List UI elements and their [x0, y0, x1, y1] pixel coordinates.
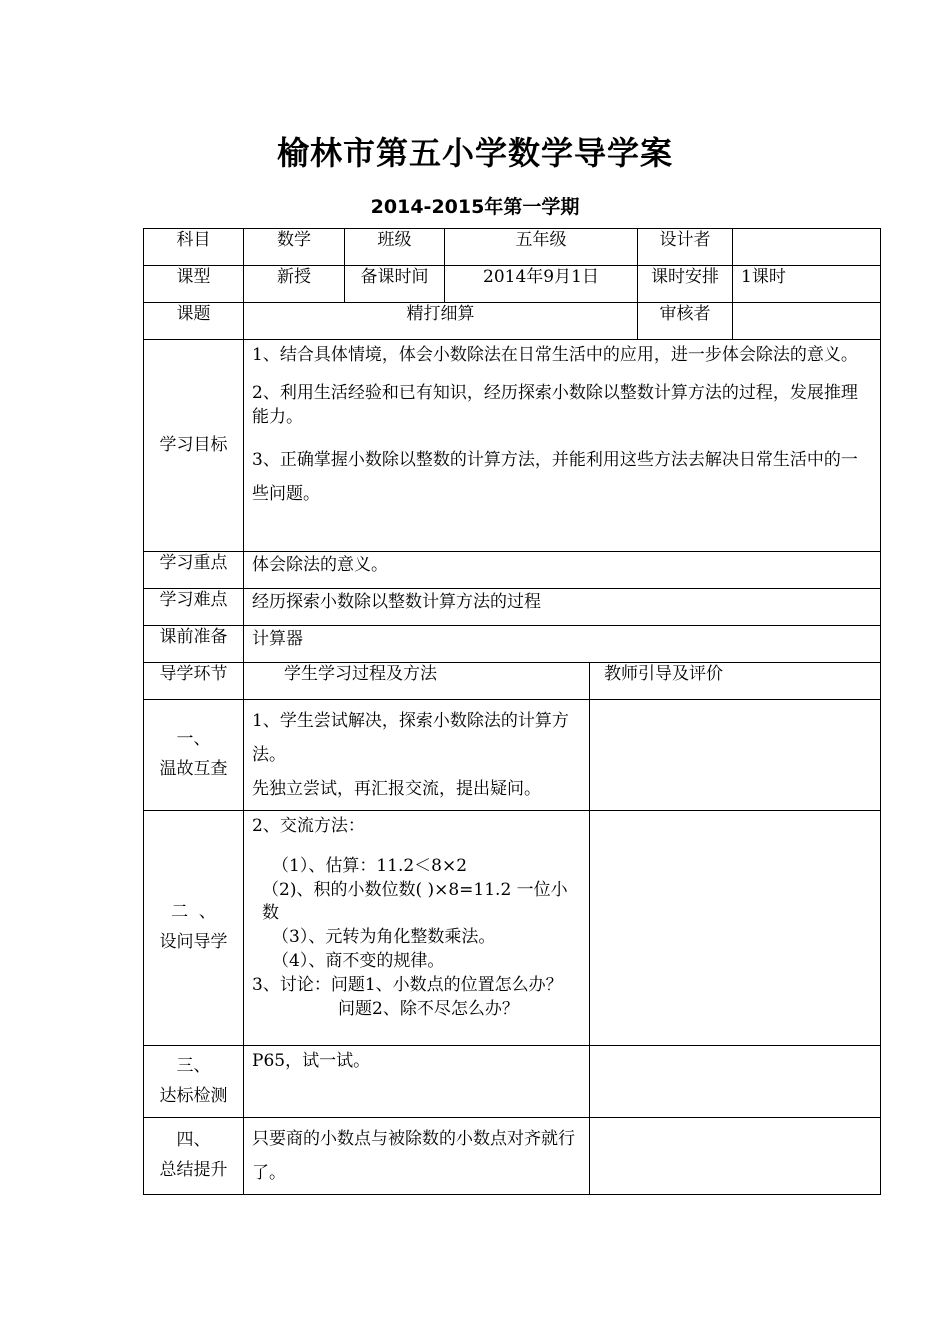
process-line: （2)、积的小数位数( )×8=11.2 一位小数: [262, 879, 568, 924]
preparation-row: [144, 626, 881, 663]
process-line: P65，试一试。: [252, 1051, 371, 1071]
key-point-value: 体会除法的意义。: [244, 552, 881, 589]
section-name: 温故互查: [159, 759, 228, 779]
difficulty-value: 经历探索小数除以整数计算方法的过程: [244, 589, 881, 626]
key-point-label: 学习重点: [144, 552, 244, 589]
page-title: 榆林市第五小学数学导学案: [276, 134, 673, 172]
topic-label: 课题: [144, 303, 244, 340]
section-process: [244, 1118, 590, 1195]
section-process: [244, 811, 590, 1046]
section-label: [144, 811, 244, 1046]
goals-row: [144, 340, 881, 552]
sections-header-row: [144, 663, 881, 700]
section-label: [144, 1118, 244, 1195]
section-number: 一、: [176, 729, 211, 750]
teacher-header: 教师引导及评价: [590, 663, 881, 700]
type-value: 新授: [244, 266, 345, 303]
section-row-2: [144, 811, 881, 1046]
process-header: 学生学习过程及方法: [244, 663, 590, 700]
difficulty-label: 学习难点: [144, 589, 244, 626]
teacher-comment: [590, 1118, 881, 1195]
process-line: 1、学生尝试解决，探索小数除法的计算方法。: [252, 711, 569, 765]
goal-item: 2、利用生活经验和已有知识，经历探索小数除以整数计算方法的过程，发展推理能力。: [252, 382, 858, 427]
goal-item: 1、结合具体情境，体会小数除法在日常生活中的应用，进一步体会除法的意义。: [252, 345, 858, 365]
goals-content: [244, 340, 881, 552]
section-number: 四、: [176, 1130, 211, 1151]
teacher-comment: [590, 1046, 881, 1118]
semester-subtitle: 2014-2015年第一学期: [370, 196, 580, 218]
info-row-3: [144, 303, 881, 340]
process-line: 问题2、除不尽怎么办？: [338, 998, 519, 1019]
type-label: 课型: [144, 266, 244, 303]
preparation-value: 计算器: [244, 626, 881, 663]
prep-time-label: 备课时间: [345, 266, 445, 303]
stage-header: 导学环节: [144, 663, 244, 700]
hours-label: 课时安排: [638, 266, 733, 303]
prep-time-value: 2014年9月1日: [445, 266, 638, 303]
section-row-4: [144, 1118, 881, 1195]
subject-label: 科目: [144, 229, 244, 266]
info-row-1: [144, 229, 881, 266]
reviewer-value: [733, 303, 881, 340]
process-line: 只要商的小数点与被除数的小数点对齐就行了。: [252, 1129, 575, 1183]
teacher-comment: [590, 811, 881, 1046]
section-name: 达标检测: [159, 1085, 228, 1106]
process-line: 2、交流方法：: [252, 816, 365, 836]
section-number: 三、: [176, 1055, 211, 1076]
process-line: （1）、估算：11.2＜8×2: [272, 855, 468, 876]
class-label: 班级: [345, 229, 445, 266]
section-row-1: [144, 700, 881, 811]
section-label: [144, 700, 244, 811]
subject-value: 数学: [244, 229, 345, 266]
section-label: [144, 1046, 244, 1118]
info-row-2: [144, 266, 881, 303]
topic-value: 精打细算: [244, 303, 638, 340]
section-number: 二 、: [171, 902, 216, 923]
class-value: 五年级: [445, 229, 638, 266]
process-line: 3、讨论：问题1、小数点的位置怎么办？: [252, 974, 563, 995]
teacher-comment: [590, 700, 881, 811]
designer-label: 设计者: [638, 229, 733, 266]
hours-value: 1课时: [733, 266, 881, 303]
reviewer-label: 审核者: [638, 303, 733, 340]
section-row-3: [144, 1046, 881, 1118]
key-point-row: [144, 552, 881, 589]
section-process: [244, 700, 590, 811]
section-name: 总结提升: [159, 1160, 228, 1180]
process-line: （3）、元转为角化整数乘法。: [272, 927, 496, 948]
section-name: 设问导学: [159, 932, 228, 952]
preparation-label: 课前准备: [144, 626, 244, 663]
designer-value: [733, 229, 881, 266]
lesson-plan-table: [143, 228, 881, 1195]
goal-item: 3、正确掌握小数除以整数的计算方法，并能利用这些方法去解决日常生活中的一些问题。: [252, 450, 858, 505]
process-line: 先独立尝试，再汇报交流，提出疑问。: [252, 779, 541, 799]
process-line: （4）、商不变的规律。: [272, 950, 445, 971]
goals-label: 学习目标: [144, 340, 244, 552]
difficulty-row: [144, 589, 881, 626]
section-process: [244, 1046, 590, 1118]
